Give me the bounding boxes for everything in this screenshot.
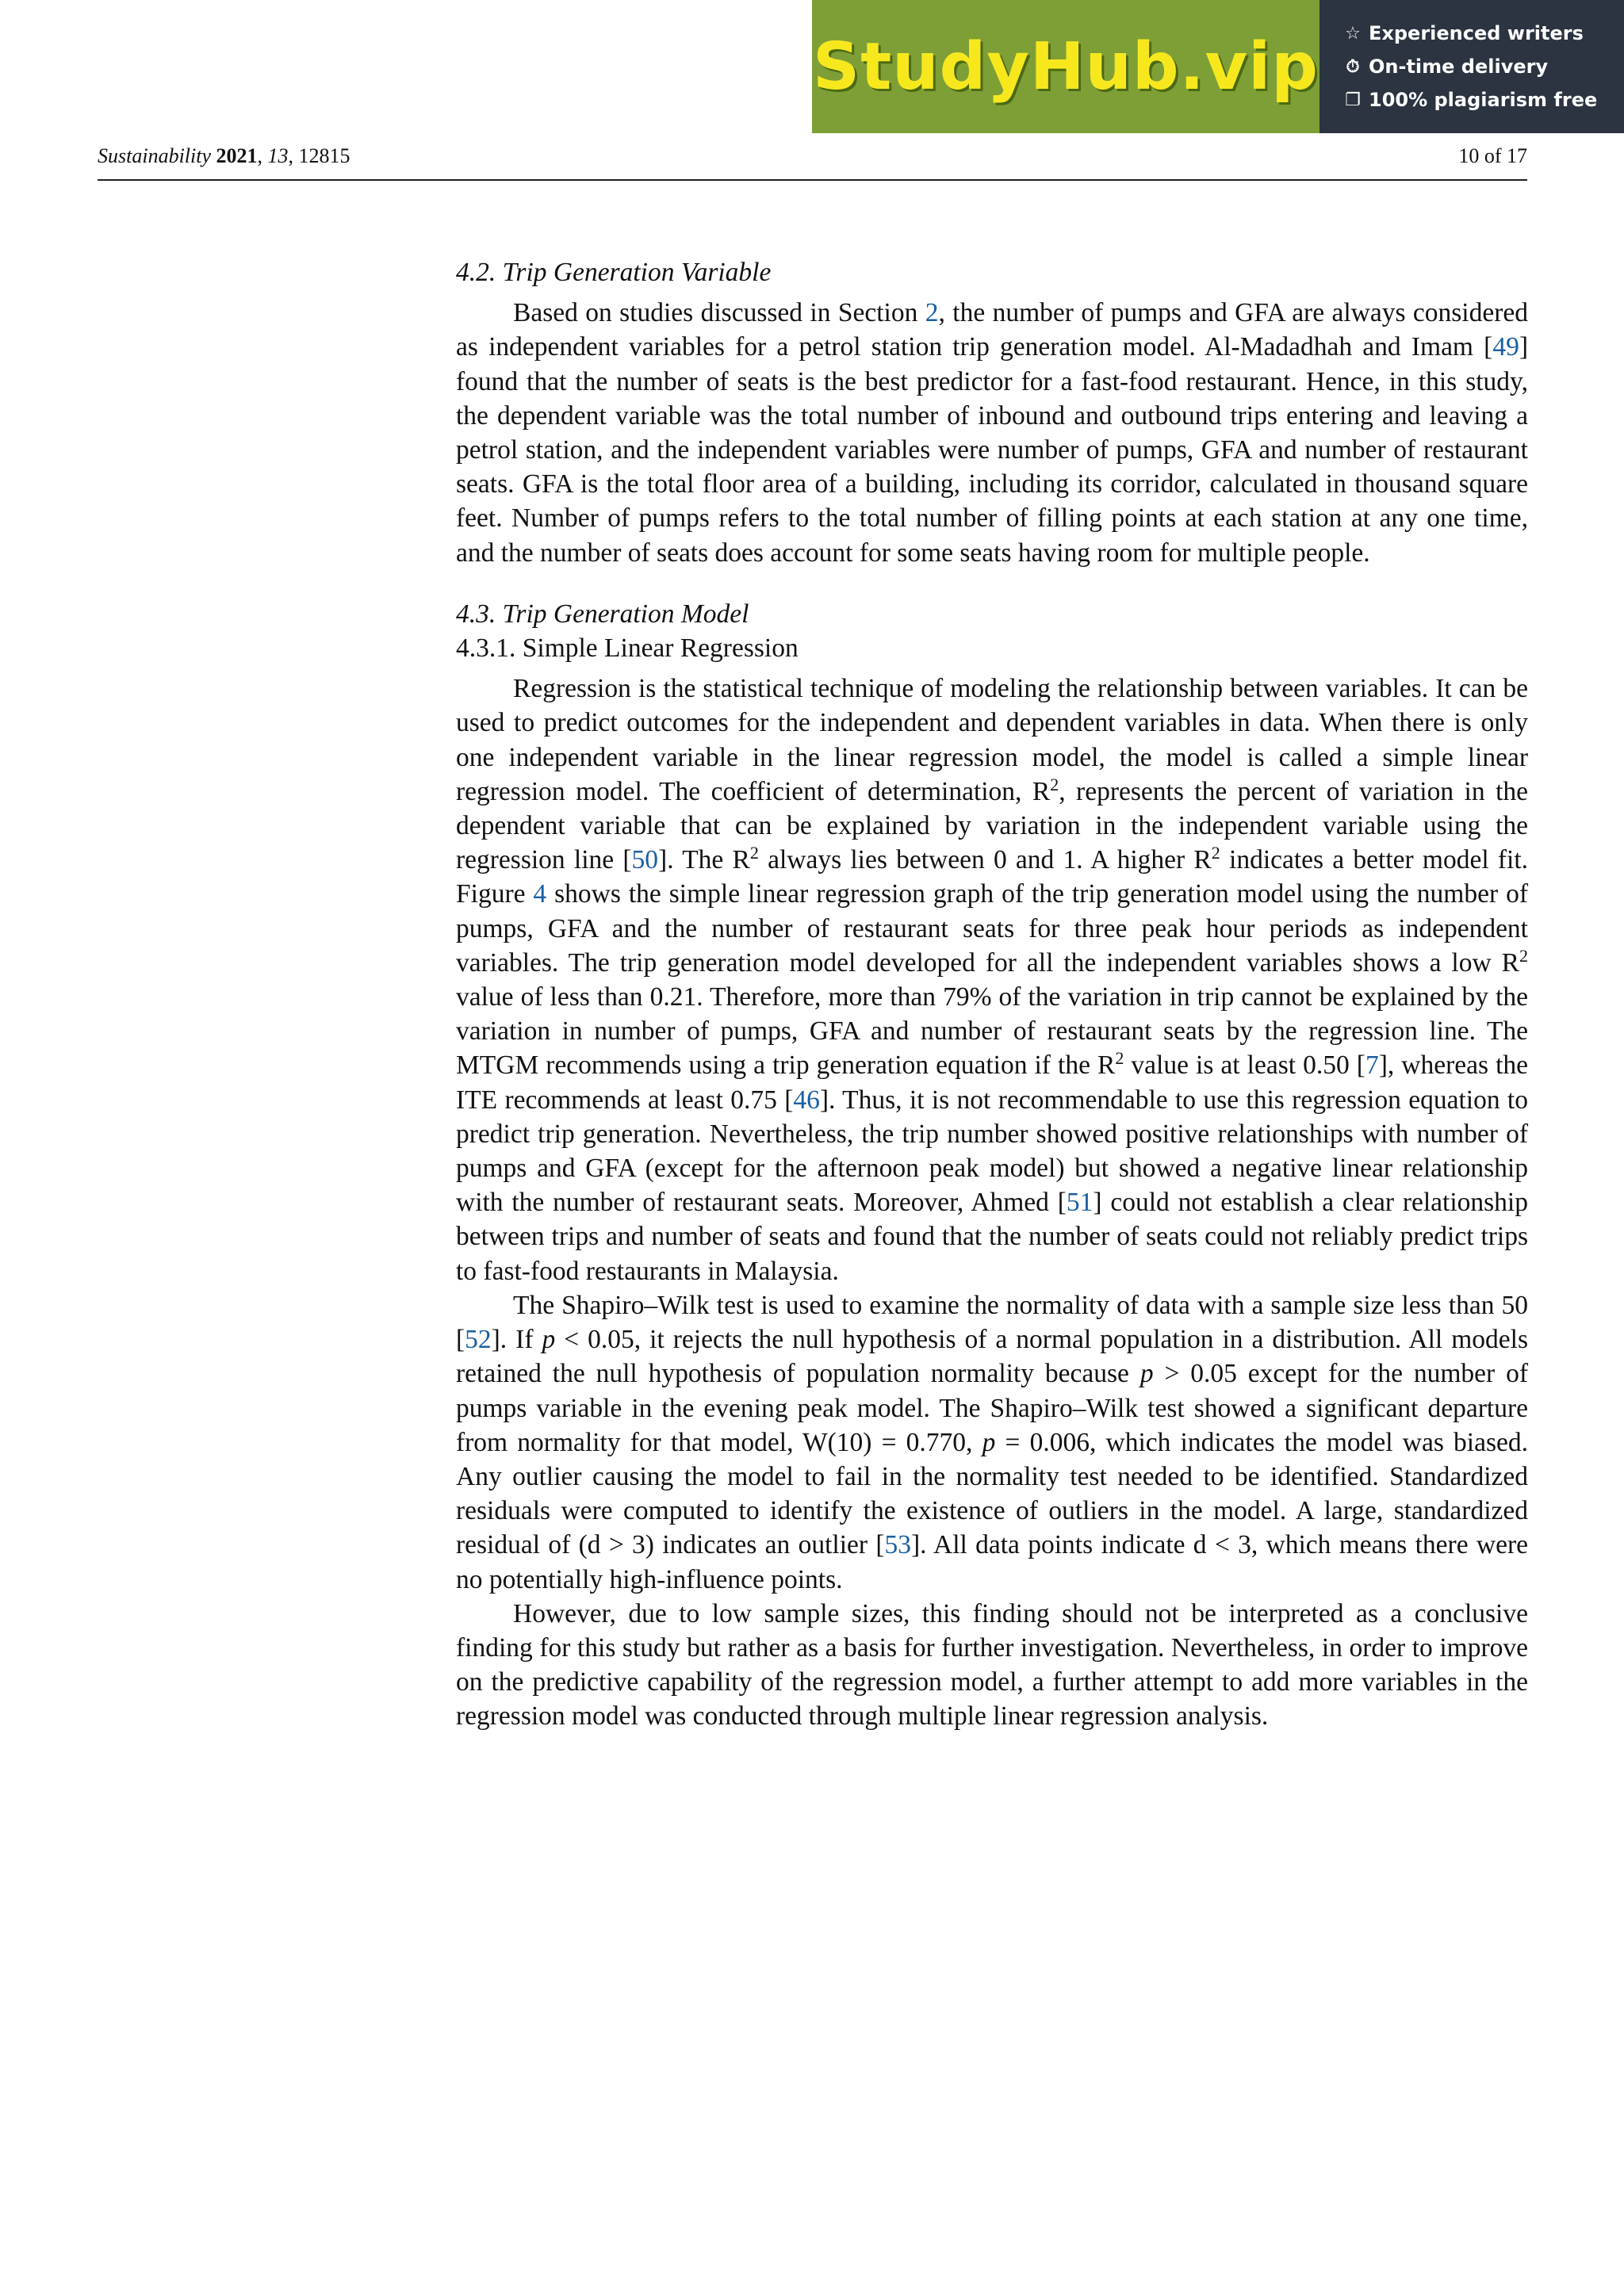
citation-link[interactable]: 50: [631, 845, 659, 875]
superscript: 2: [1050, 774, 1059, 794]
superscript: 2: [1519, 945, 1528, 966]
citation-link[interactable]: 53: [884, 1530, 911, 1560]
citation-link[interactable]: 49: [1492, 332, 1519, 362]
journal-name: Sustainability: [98, 144, 211, 167]
figure-link[interactable]: 4: [533, 879, 547, 909]
citation-link[interactable]: 7: [1365, 1050, 1379, 1081]
journal-citation: Sustainability 2021, 13, 12815: [98, 144, 350, 167]
paragraph: [456, 672, 1528, 1288]
paragraph: [456, 296, 1528, 570]
clock-icon: ⏱: [1346, 56, 1360, 77]
text-run: ], whereas the ITE recommends at least 0.75 [: [456, 1050, 1528, 1115]
text-run: = 0.006, which indicates the model was biased. Any outlier causing the model to fail in the normality test needed to be identified. Standardized residuals were computed to identify the existence of outliers in the model. A large, standardized residual of (d > 3) indicates an outlier [: [456, 1427, 1529, 1560]
superscript: 2: [749, 843, 759, 863]
star-outline-icon: ☆: [1345, 23, 1361, 44]
section-heading-4-2: 4.2. Trip Generation Variable: [456, 258, 772, 287]
text-run: < 0.05, it rejects the null hypothesis of a normal population in a distribution. All models retained the null hypothesis of population normality because: [456, 1325, 1528, 1389]
superscript: 2: [1211, 843, 1220, 863]
italic-variable: p: [1139, 1359, 1154, 1389]
text-run: > 0.05 except for the number of pumps variable in the evening peak model. The Shapiro–Wilk test showed a significant departure from normality for that model, W(10) = 0.770,: [456, 1359, 1528, 1457]
subsection-heading-4-3-1: 4.3.1. Simple Linear Regression: [456, 633, 799, 664]
text-run: ]. All data points indicate d < 3, which means there were no potentially high-influence points.: [456, 1530, 1528, 1594]
text-run: value of less than 0.21. Therefore, more than 79% of the variation in trip cannot be explained by the variation in number of pumps, GFA and number of restaurant seats by the regression line. The MTGM recommends using a trip generation equation if the R: [456, 982, 1528, 1081]
feature-text: Experienced writers: [1369, 22, 1584, 44]
section-heading-4-3: 4.3. Trip Generation Model: [456, 599, 749, 629]
feature-item: [1342, 83, 1624, 117]
text-run: Regression is the statistical technique of modeling the relationship between variables. It can be used to predict outcomes for the independent and dependent variables in data. When there is only one independent variable in the linear regression model, the model is called a simple linear regression model. The coefficient of determination, R: [456, 674, 1528, 806]
italic-variable: p: [542, 1325, 556, 1355]
page-number: 10 of 17: [1458, 144, 1527, 167]
citation-link[interactable]: 52: [465, 1325, 492, 1355]
running-header: [98, 140, 1527, 181]
text-run: ]. If: [491, 1325, 542, 1355]
feature-item: [1342, 50, 1624, 83]
section-link[interactable]: 2: [925, 298, 939, 328]
journal-year: 2021: [216, 144, 258, 167]
copy-icon: ❐: [1345, 90, 1361, 110]
feature-list: [1320, 0, 1624, 133]
text-run: ]. Thus, it is not recommendable to use this regression equation to predict trip generation. Nevertheless, the trip number showed positive relationships with number of pumps and GFA (except for the afternoon peak model) but showed a negative linear relationship with the number of restaurant seats. Moreover, Ahmed [: [456, 1085, 1528, 1218]
article-body: [456, 255, 1528, 1734]
brand-area: [812, 0, 1320, 133]
studyhub-logo: StudyHub.vip: [813, 29, 1319, 105]
feature-item: [1342, 17, 1624, 50]
text-run: always lies between 0 and 1. A higher R: [758, 845, 1212, 875]
paragraph: However, due to low sample sizes, this finding should not be interpreted as a conclusive finding for this study but rather as a basis for further investigation. Nevertheless, in order to improve on the predictive capability of the regression model, a further attempt to add more variables in the regression model was conducted through multiple linear regression analysis.: [456, 1598, 1528, 1732]
text-run: value is at least 0.50 [: [1124, 1050, 1365, 1081]
citation-link[interactable]: 51: [1066, 1188, 1094, 1218]
feature-text: 100% plagiarism free: [1369, 89, 1598, 111]
studyhub-banner[interactable]: [812, 0, 1624, 133]
citation-link[interactable]: 46: [793, 1085, 820, 1115]
text-run: indicates a better model fit. Figure: [456, 845, 1529, 909]
text-run: Based on studies discussed in Section: [513, 298, 925, 328]
feature-text: On-time delivery: [1369, 55, 1549, 78]
text-run: The Shapiro–Wilk test is used to examine the normality of data with a sample size less than 50 [: [456, 1290, 1528, 1355]
article-number: 12815: [298, 144, 350, 167]
text-run: shows the simple linear regression graph of the trip generation model using the number of pumps, GFA and the number of restaurant seats for three peak hour periods as independent variables. The trip generation model developed for all the independent variables shows a low R: [456, 879, 1528, 978]
text-run: , the number of pumps and GFA are always considered as independent variables for a petrol station trip generation model. Al-Madadhah and Imam [: [456, 298, 1529, 362]
text-run: ] found that the number of seats is the best predictor for a fast-food restaurant. Hence, in this study, the dependent variable was the total number of inbound and outbound trips entering and leaving a petrol station, and the independent variables were number of pumps, GFA and number of restaurant seats. GFA is the total floor area of a building, including its corridor, calculated in thousand square feet. Number of pumps refers to the total number of filling points at each station at any one time, and the number of seats does account for some seats having room for multiple people.: [456, 332, 1528, 568]
superscript: 2: [1115, 1048, 1124, 1069]
journal-volume: 13: [267, 144, 289, 167]
paragraph: [456, 1288, 1528, 1597]
italic-variable: p: [982, 1427, 996, 1457]
text-run: ] could not establish a clear relationship between trips and number of seats and found that the number of seats could not reliably predict trips to fast-food restaurants in Malaysia.: [456, 1188, 1528, 1286]
text-run: ]. The R: [658, 845, 750, 875]
text-run: , represents the percent of variation in the dependent variable that can be explained by variation in the independent variable using the regression line [: [456, 776, 1528, 875]
